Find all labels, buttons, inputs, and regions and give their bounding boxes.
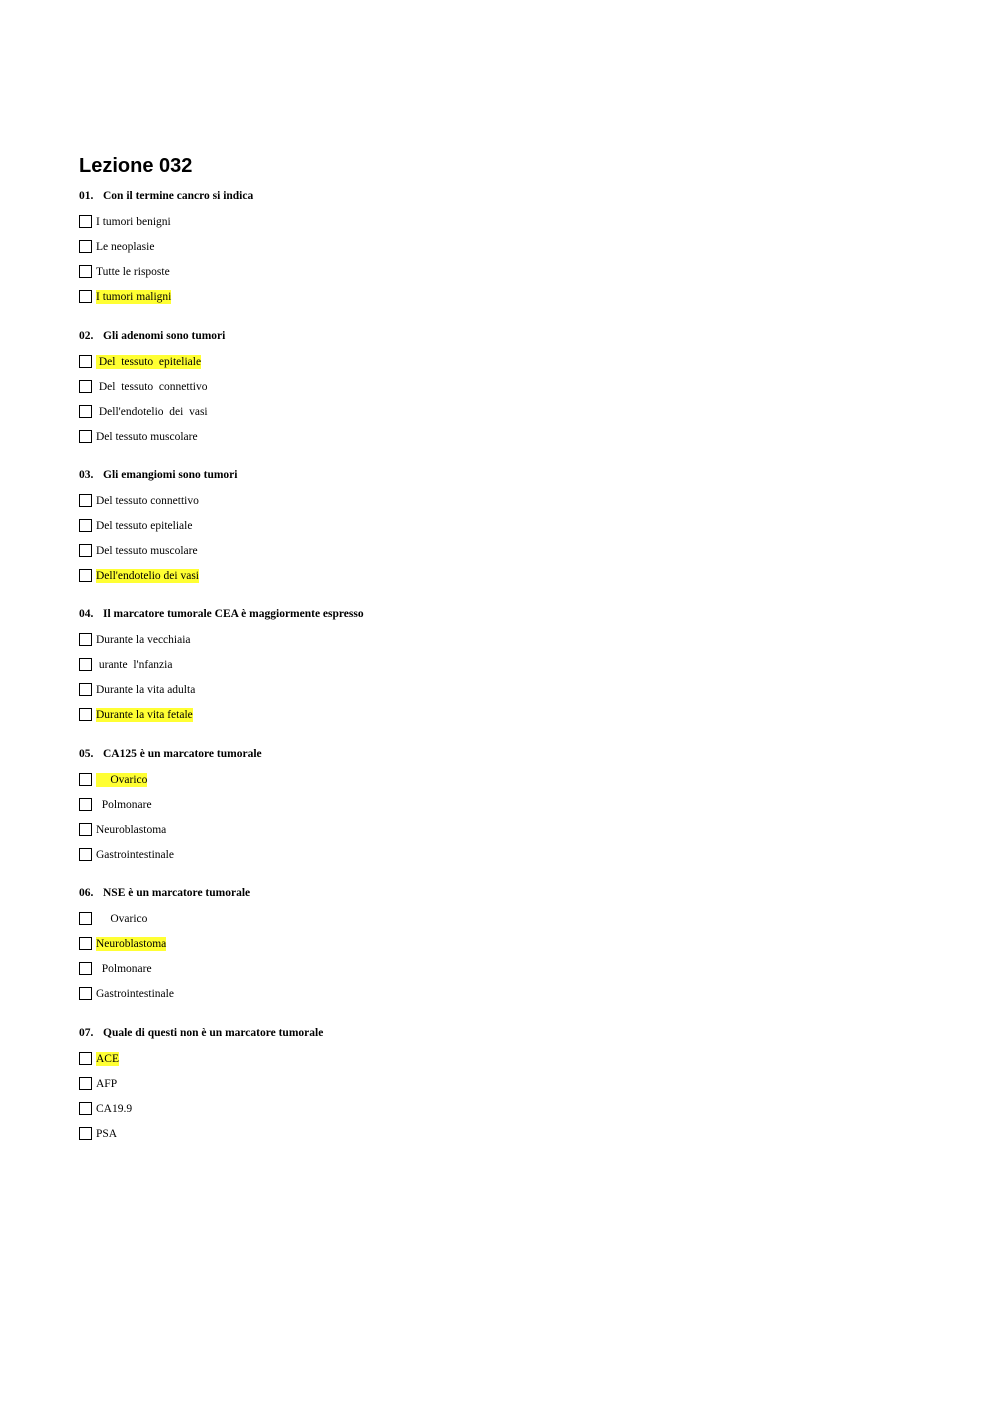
answer-option[interactable] [79,569,779,594]
question-text: CA125 è un marcatore tumorale [103,748,262,760]
answer-checkbox[interactable] [79,430,92,443]
answer-option[interactable] [79,265,779,290]
question-text: Gli adenomi sono tumori [103,330,226,342]
question-heading [79,329,779,343]
answer-option[interactable] [79,773,779,798]
question-heading [79,747,779,761]
answer-label: Durante la vita fetale [96,709,193,721]
answer-label: ACE [96,1053,119,1065]
answer-label: Del tessuto epiteliale [96,356,202,368]
question-number: 06. [79,887,94,899]
answer-option[interactable] [79,937,779,962]
answer-label: I tumori maligni [96,291,172,303]
question-02 [79,329,779,455]
answer-checkbox[interactable] [79,240,92,253]
answer-label: Del tessuto muscolare [96,545,198,557]
question-04 [79,607,779,733]
question-number: 03. [79,469,94,481]
answer-checkbox[interactable] [79,380,92,393]
answer-checkbox[interactable] [79,1077,92,1090]
answer-option[interactable] [79,1077,779,1102]
question-06 [79,886,779,1012]
answer-option[interactable] [79,798,779,823]
answer-label: Ovarico [96,913,148,925]
question-text: Quale di questi non è un marcatore tumorale [103,1027,324,1039]
answer-checkbox[interactable] [79,987,92,1000]
answer-checkbox[interactable] [79,962,92,975]
answer-checkbox[interactable] [79,798,92,811]
question-number: 05. [79,748,94,760]
question-text: Il marcatore tumorale CEA è maggiormente espresso [103,608,364,620]
answer-option[interactable] [79,708,779,733]
answer-option[interactable] [79,380,779,405]
answer-checkbox[interactable] [79,848,92,861]
answer-label: AFP [96,1078,118,1090]
question-heading [79,1026,779,1040]
answer-checkbox[interactable] [79,1127,92,1140]
question-heading [79,468,779,482]
answer-label: PSA [96,1128,118,1140]
answer-option[interactable] [79,683,779,708]
answer-checkbox[interactable] [79,405,92,418]
answer-option[interactable] [79,544,779,569]
answer-option[interactable] [79,355,779,380]
answer-option[interactable] [79,1102,779,1127]
answer-option[interactable] [79,848,779,873]
question-heading [79,886,779,900]
answer-label: urante l'nfanzia [96,659,173,671]
answer-option[interactable] [79,215,779,240]
answer-checkbox[interactable] [79,658,92,671]
question-heading [79,607,779,621]
answer-option[interactable] [79,633,779,658]
question-05 [79,747,779,873]
answer-option[interactable] [79,240,779,265]
answer-option[interactable] [79,823,779,848]
answer-label: Ovarico [96,774,148,786]
answer-checkbox[interactable] [79,215,92,228]
answer-option[interactable] [79,519,779,544]
answer-label: Polmonare [96,963,152,975]
answer-checkbox[interactable] [79,633,92,646]
answer-checkbox[interactable] [79,290,92,303]
question-text: Con il termine cancro si indica [103,190,254,202]
answer-option[interactable] [79,912,779,937]
answer-label: Neuroblastoma [96,938,167,950]
question-number: 07. [79,1027,94,1039]
question-number: 01. [79,190,94,202]
answer-label: Gastrointestinale [96,988,174,1000]
answer-label: CA19.9 [96,1103,133,1115]
answer-checkbox[interactable] [79,544,92,557]
question-text: Gli emangiomi sono tumori [103,469,238,481]
question-heading [79,189,779,203]
answer-label: Tutte le risposte [96,266,170,278]
answer-checkbox[interactable] [79,1052,92,1065]
answer-option[interactable] [79,962,779,987]
answer-label: I tumori benigni [96,216,171,228]
answer-label: Dell'endotelio dei vasi [96,570,199,582]
answer-label: Gastrointestinale [96,849,174,861]
answer-checkbox[interactable] [79,823,92,836]
question-01 [79,189,779,315]
question-07 [79,1026,779,1152]
answer-label: Durante la vecchiaia [96,634,191,646]
question-number: 02. [79,330,94,342]
answer-checkbox[interactable] [79,494,92,507]
answer-label: Durante la vita adulta [96,684,196,696]
answer-label: Del tessuto connettivo [96,381,208,393]
answer-option[interactable] [79,1052,779,1077]
answer-label: Del tessuto epiteliale [96,520,193,532]
answer-checkbox[interactable] [79,683,92,696]
answer-option[interactable] [79,1127,779,1152]
answer-option[interactable] [79,405,779,430]
answer-option[interactable] [79,430,779,455]
answer-label: Le neoplasie [96,241,155,253]
answer-checkbox[interactable] [79,773,92,786]
answer-checkbox[interactable] [79,519,92,532]
question-03 [79,468,779,594]
question-number: 04. [79,608,94,620]
answer-option[interactable] [79,290,779,315]
answer-checkbox[interactable] [79,355,92,368]
answer-checkbox[interactable] [79,912,92,925]
answer-label: Del tessuto muscolare [96,431,198,443]
answer-checkbox[interactable] [79,708,92,721]
answer-label: Polmonare [96,799,152,811]
question-text: NSE è un marcatore tumorale [103,887,251,899]
answer-option[interactable] [79,987,779,1012]
answer-checkbox[interactable] [79,1102,92,1115]
answer-label: Del tessuto connettivo [96,495,199,507]
answer-option[interactable] [79,494,779,519]
answer-checkbox[interactable] [79,265,92,278]
page-title: Lezione 032 [79,155,193,177]
answer-label: Dell'endotelio dei vasi [96,406,208,418]
answer-option[interactable] [79,658,779,683]
answer-checkbox[interactable] [79,569,92,582]
answer-checkbox[interactable] [79,937,92,950]
answer-label: Neuroblastoma [96,824,167,836]
